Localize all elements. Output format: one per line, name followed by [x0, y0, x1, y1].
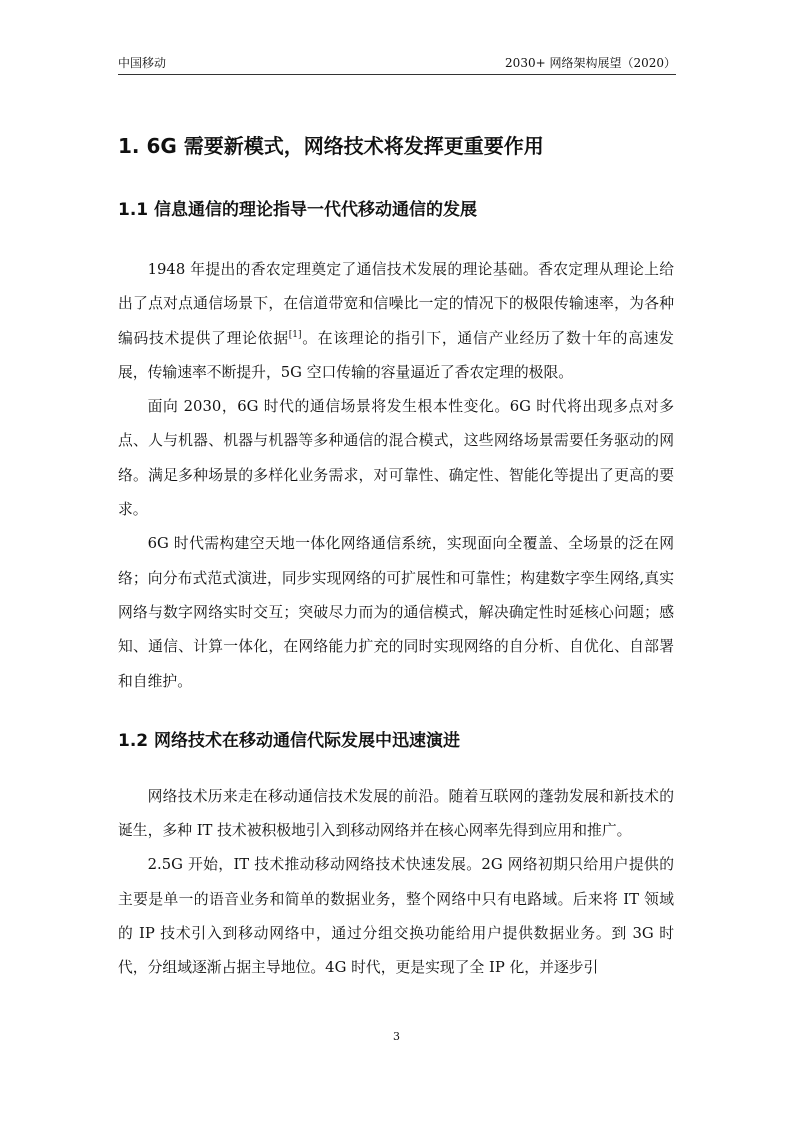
chapter-heading: 1. 6G 需要新模式，网络技术将发挥更重要作用: [118, 134, 544, 158]
paragraph: 网络技术历来走在移动通信技术发展的前沿。随着互联网的蓬勃发展和新技术的诞生，多种 IT 技术被积极地引入到移动网络并在核心网率先得到应用和推广。: [118, 787, 674, 840]
page-number: 3: [393, 1030, 400, 1043]
paragraph: [118, 253, 674, 390]
paragraph-text: 1948 年提出的香农定理奠定了通信技术发展的理论基础。香农定理从理论上给出了点对点通信场景下，在信道带宽和信噪比一定的情况下的极限传输速率，为各种编码技术提供了理论依据: [118, 261, 674, 347]
paragraph: 6G 时代需构建空天地一体化网络通信系统，实现面向全覆盖、全场景的泛在网络；向分布式范式演进，同步实现网络的可扩展性和可靠性；构建数字孪生网络,真实网络与数字网络实时交互；突破尽力而为的通信模式，解决确定性时延核心问题；感知、通信、计算一体化，在网络能力扩充的同时实现网络的自分析、自优化、自部署和自维护。: [118, 535, 674, 690]
section-heading-1-1: 1.1 信息通信的理论指导一代代移动通信的发展: [118, 200, 478, 220]
paragraph-text: 。在该理论的指引下，通信产业经历了数十年的高速发展，传输速率不断提升，5G 空口传输的容量逼近了香农定理的极限。: [118, 329, 674, 381]
section-heading-1-2: 1.2 网络技术在移动通信代际发展中迅速演进: [118, 730, 461, 751]
paragraph: 2.5G 开始，IT 技术推动移动网络技术快速发展。2G 网络初期只给用户提供的主要是单一的语音业务和简单的数据业务，整个网络中只有电路域。后来将 IT 领域的 IP 技术引入到移动网络中，通过分组交换功能给用户提供数据业务。到 3G 时代，分组域逐渐占据主导地位。4G 时代，更是实现了全 IP 化，并逐步引: [118, 856, 674, 977]
header-org: 中国移动: [118, 56, 167, 70]
paragraph: 面向 2030，6G 时代的通信场景将发生根本性变化。6G 时代将出现多点对多点、人与机器、机器与机器等多种通信的混合模式，这些网络场景需要任务驱动的网络。满足多种场景的多样化业务需求，对可靠性、确定性、智能化等提出了更高的要求。: [118, 398, 674, 519]
citation-ref[interactable]: [1]: [288, 329, 302, 340]
header-doc-title: 2030+ 网络架构展望（2020）: [505, 56, 676, 70]
page-content: [118, 118, 674, 986]
page-header: [118, 56, 676, 75]
